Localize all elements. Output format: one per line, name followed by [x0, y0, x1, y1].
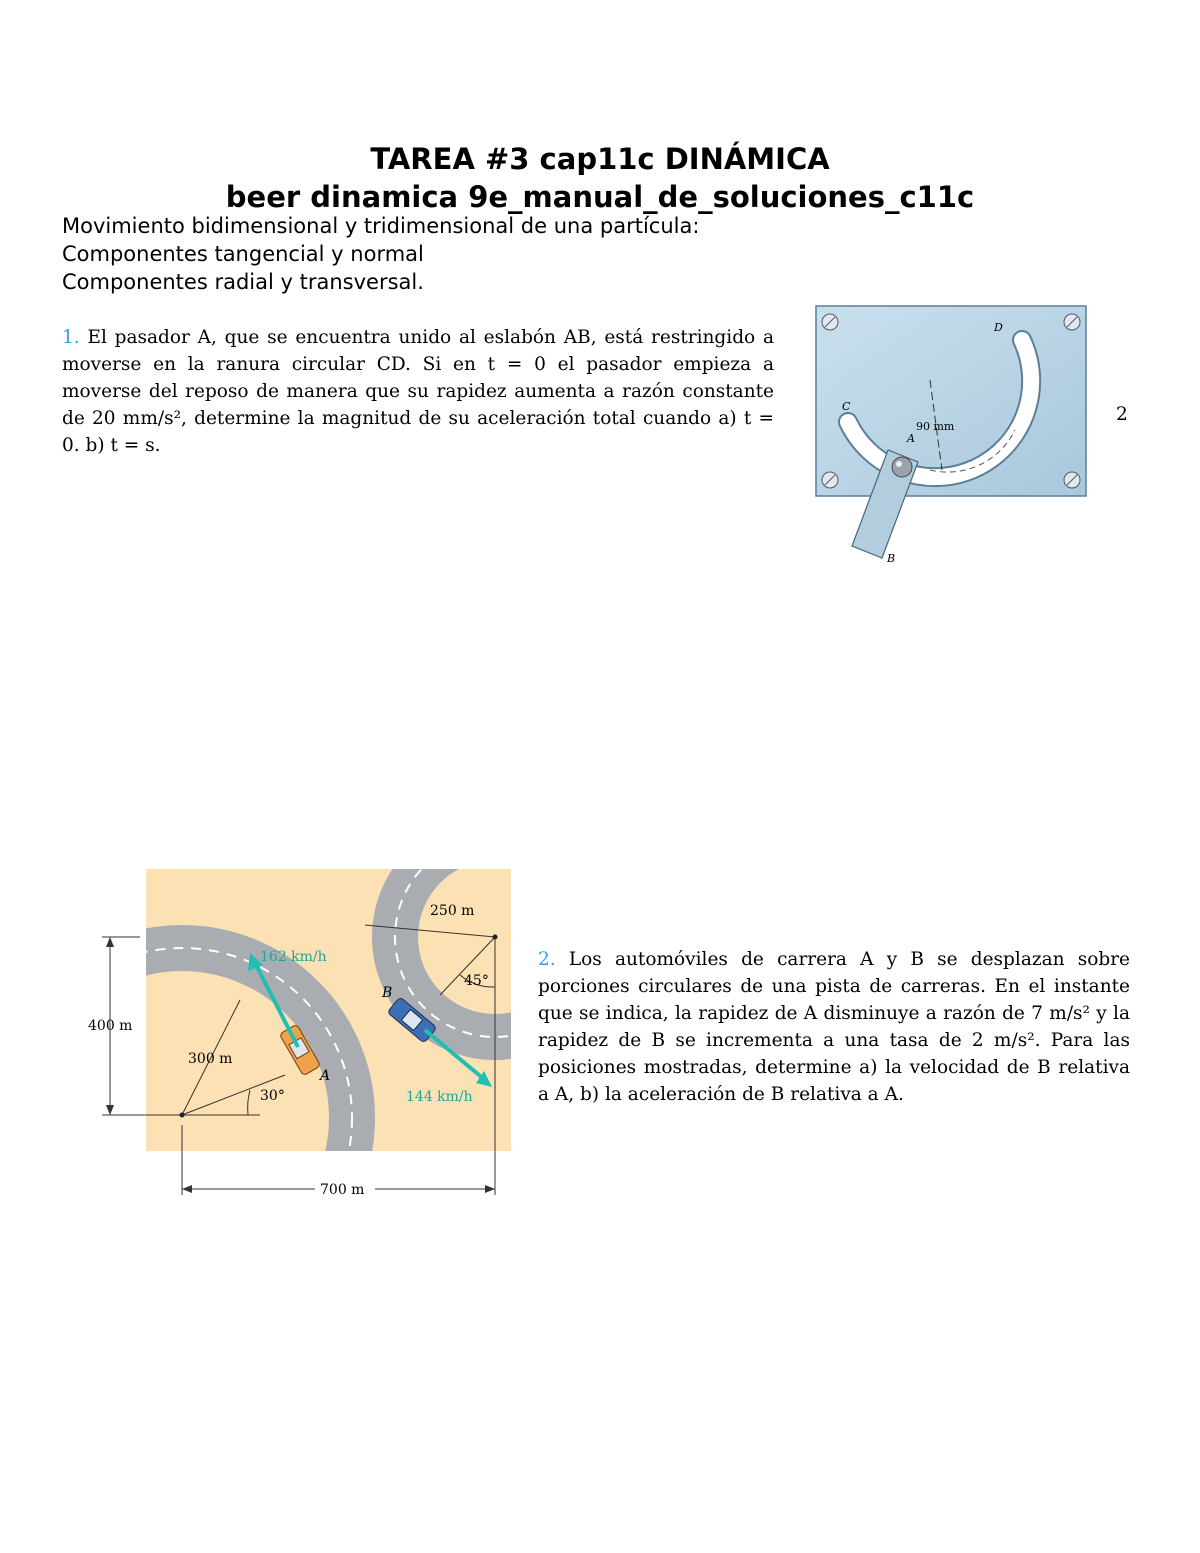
- label-162kmh: 162 km/h: [260, 949, 327, 965]
- label-30deg: 30°: [260, 1088, 285, 1104]
- problem-2-statement: Los automóviles de carrera A y B se desplazan sobre porciones circulares de una pista de carreras. En el instante que se indica, la rapidez de A disminuye a razón de 7 m/s² y la rapidez de B se incrementa a una tasa de 2 m/s². Para las posiciones mostradas, determine a) la velocidad de B relativa a A, b) la aceleración de B relativa a A.: [538, 949, 1130, 1105]
- problem-2-text: [538, 946, 1130, 1108]
- label-a: A: [907, 432, 915, 445]
- label-radius: 90 mm: [916, 420, 955, 433]
- screw-icon: [1064, 472, 1080, 488]
- label-c: C: [842, 400, 851, 413]
- label-45deg: 45°: [464, 973, 489, 989]
- problem-1-text: [62, 324, 774, 459]
- screw-icon: [822, 314, 838, 330]
- topic-line-2: Componentes tangencial y normal: [62, 242, 424, 266]
- label-144kmh: 144 km/h: [406, 1089, 473, 1105]
- label-700m: 700 m: [320, 1182, 365, 1198]
- topic-line-1: Movimiento bidimensional y tridimensional de una partícula:: [62, 214, 700, 238]
- page-subtitle: beer dinamica 9e_manual_de_soluciones_c11c: [225, 180, 975, 214]
- problem-1-number: 1.: [62, 327, 80, 348]
- problem-1-side-value: 2: [1116, 404, 1128, 425]
- problem-1-statement: El pasador A, que se encuentra unido al eslabón AB, está restringido a moverse en la ranura circular CD. Si en t = 0 el pasador empieza a moverse del reposo de manera que su rapidez aumenta a razón constante de 20 mm/s², determine la magnitud de su aceleración total cuando a) t = 0. b) t = s.: [62, 327, 774, 456]
- label-d: D: [994, 321, 1003, 334]
- label-250m: 250 m: [430, 903, 475, 919]
- screw-icon: [1064, 314, 1080, 330]
- race-track-figure: [80, 865, 520, 1205]
- label-b: B: [887, 552, 896, 565]
- label-b: B: [382, 985, 393, 1001]
- slot-pin-figure: [810, 300, 1095, 570]
- problem-2-number: 2.: [538, 949, 556, 970]
- topic-line-3: Componentes radial y transversal.: [62, 270, 424, 294]
- screw-icon: [822, 472, 838, 488]
- label-400m: 400 m: [88, 1018, 133, 1034]
- page-title: TAREA #3 cap11c DINÁMICA: [370, 142, 830, 176]
- pin-a: [892, 457, 912, 477]
- label-300m: 300 m: [188, 1051, 233, 1067]
- label-a: A: [320, 1068, 331, 1084]
